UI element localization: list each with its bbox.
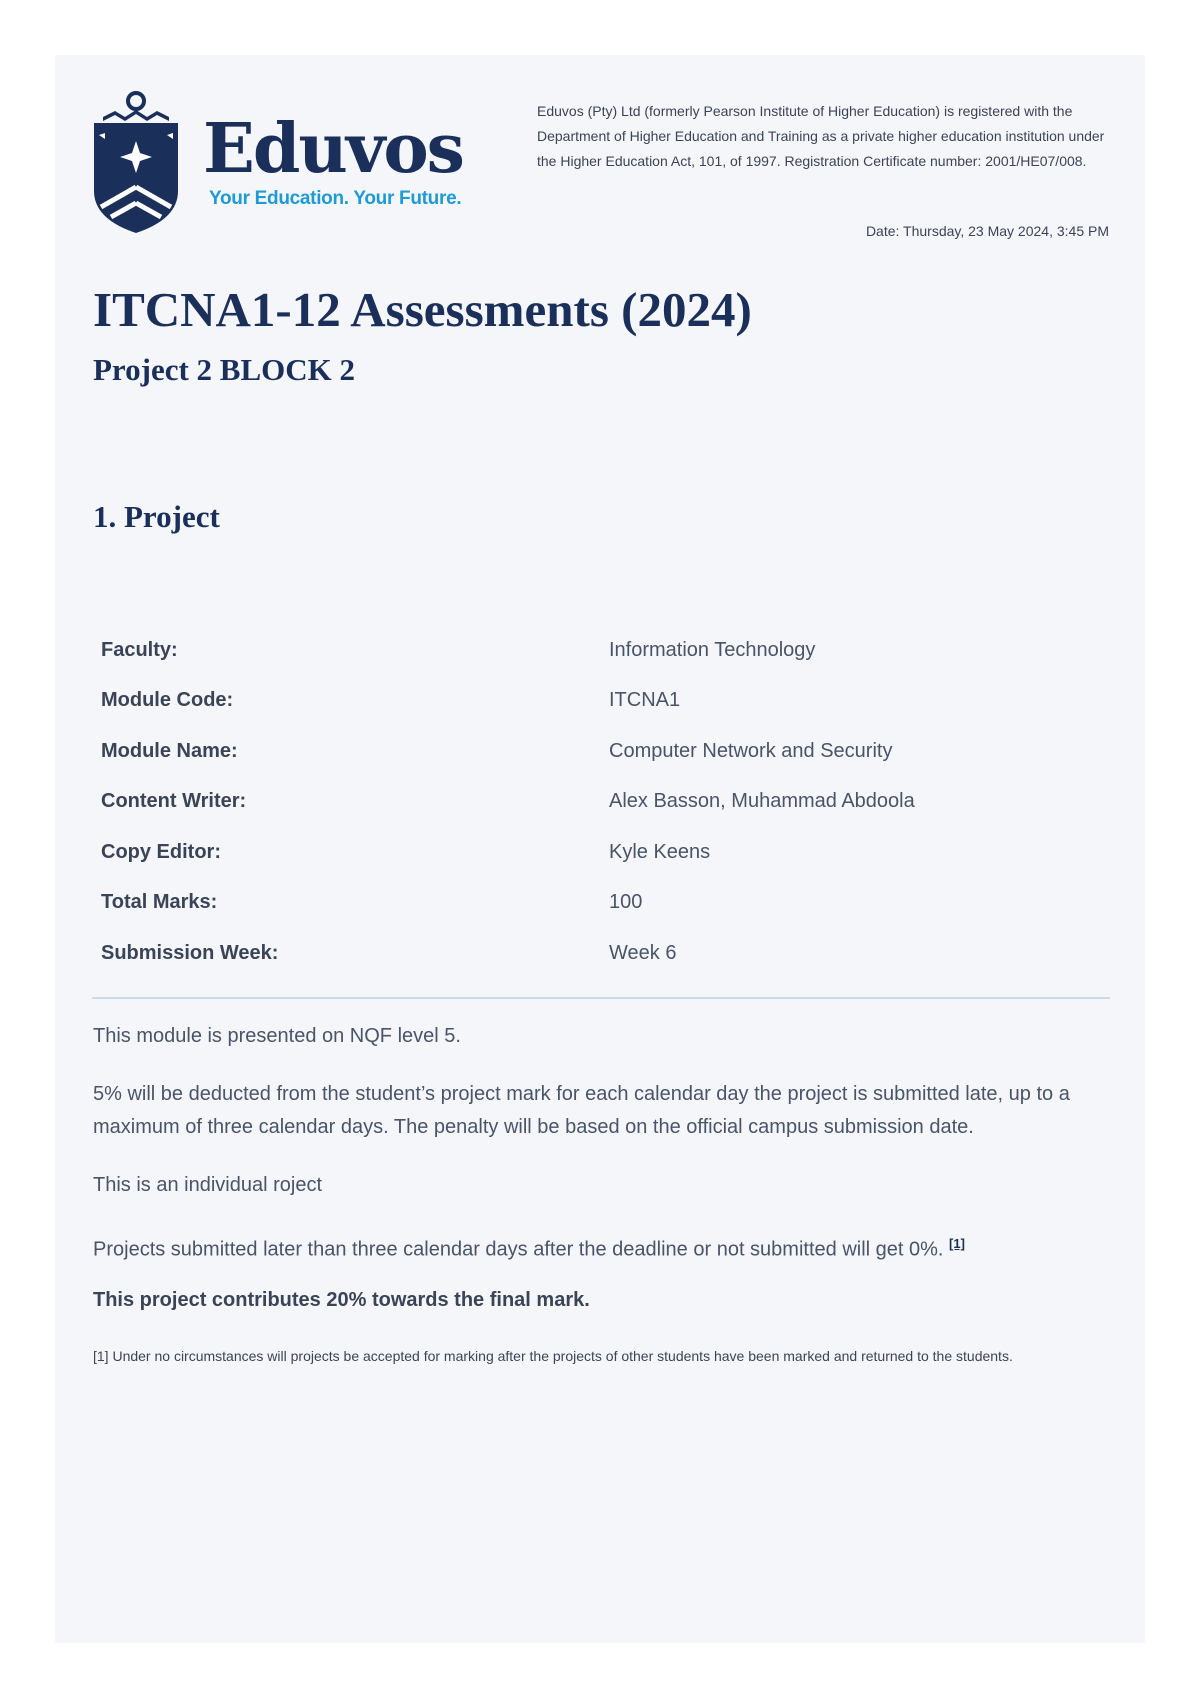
document-page bbox=[55, 55, 1145, 1643]
table-row bbox=[93, 928, 1109, 979]
detail-value: Week 6 bbox=[609, 941, 677, 964]
detail-value: Alex Basson, Muhammad Abdoola bbox=[609, 790, 915, 813]
eduvos-logo bbox=[91, 91, 491, 241]
detail-value: 100 bbox=[609, 891, 643, 914]
footnote: [1] Under no circumstances will projects be accepted for marking after the projects of other students have been marked and returned to the students. bbox=[93, 1348, 1013, 1364]
print-date: Date: Thursday, 23 May 2024, 3:45 PM bbox=[865, 223, 1109, 239]
footnote-link[interactable]: [1] bbox=[949, 1236, 965, 1251]
detail-value: Information Technology bbox=[609, 638, 816, 661]
table-row bbox=[93, 676, 1109, 727]
table-row bbox=[93, 726, 1109, 777]
logo-tagline: Your Education. Your Future. bbox=[209, 188, 462, 209]
late-zero-text: Projects submitted later than three calendar days after the deadline or not submitted will get 0%. bbox=[93, 1238, 944, 1261]
module-details-table bbox=[93, 625, 1109, 979]
detail-label: Total Marks: bbox=[101, 891, 218, 914]
individual-project-text: This is an individual roject bbox=[93, 1174, 322, 1196]
detail-value: ITCNA1 bbox=[609, 689, 681, 712]
logo-wordmark: Eduvos bbox=[203, 109, 463, 189]
section-divider bbox=[92, 997, 1110, 999]
detail-label: Faculty: bbox=[101, 638, 178, 661]
detail-value: Computer Network and Security bbox=[609, 739, 893, 762]
detail-label: Module Code: bbox=[101, 689, 234, 712]
detail-label: Content Writer: bbox=[101, 790, 247, 813]
page-subtitle: Project 2 BLOCK 2 bbox=[93, 352, 356, 387]
detail-label: Copy Editor: bbox=[101, 840, 221, 863]
table-row bbox=[93, 625, 1109, 676]
detail-value: Kyle Keens bbox=[609, 840, 711, 863]
section-heading: 1. Project bbox=[93, 499, 220, 534]
detail-label: Submission Week: bbox=[101, 941, 279, 964]
late-penalty-text: 5% will be deducted from the student’s project mark for each calendar day the project is submitted late, up to a maximum of three calendar days. The penalty will be based on the official campus submission date. bbox=[93, 1083, 1070, 1138]
table-row bbox=[93, 827, 1109, 878]
page-title: ITCNA1-12 Assessments (2024) bbox=[93, 282, 752, 337]
nqf-level-text: This module is presented on NQF level 5. bbox=[93, 1025, 461, 1047]
registration-notice: Eduvos (Pty) Ltd (formerly Pearson Institute of Higher Education) is registered with the Department of Higher Education and Training as a private higher education institution under the Higher Education Act, 101, of 1997. Registration Certificate number: 2001/HE07/008. bbox=[537, 103, 1105, 169]
table-row bbox=[93, 777, 1109, 828]
contribution-text: This project contributes 20% towards the final mark. bbox=[93, 1289, 590, 1311]
late-zero-paragraph bbox=[93, 1227, 1109, 1267]
shield-crest-icon bbox=[91, 91, 181, 237]
detail-label: Module Name: bbox=[101, 739, 238, 762]
table-row bbox=[93, 878, 1109, 929]
